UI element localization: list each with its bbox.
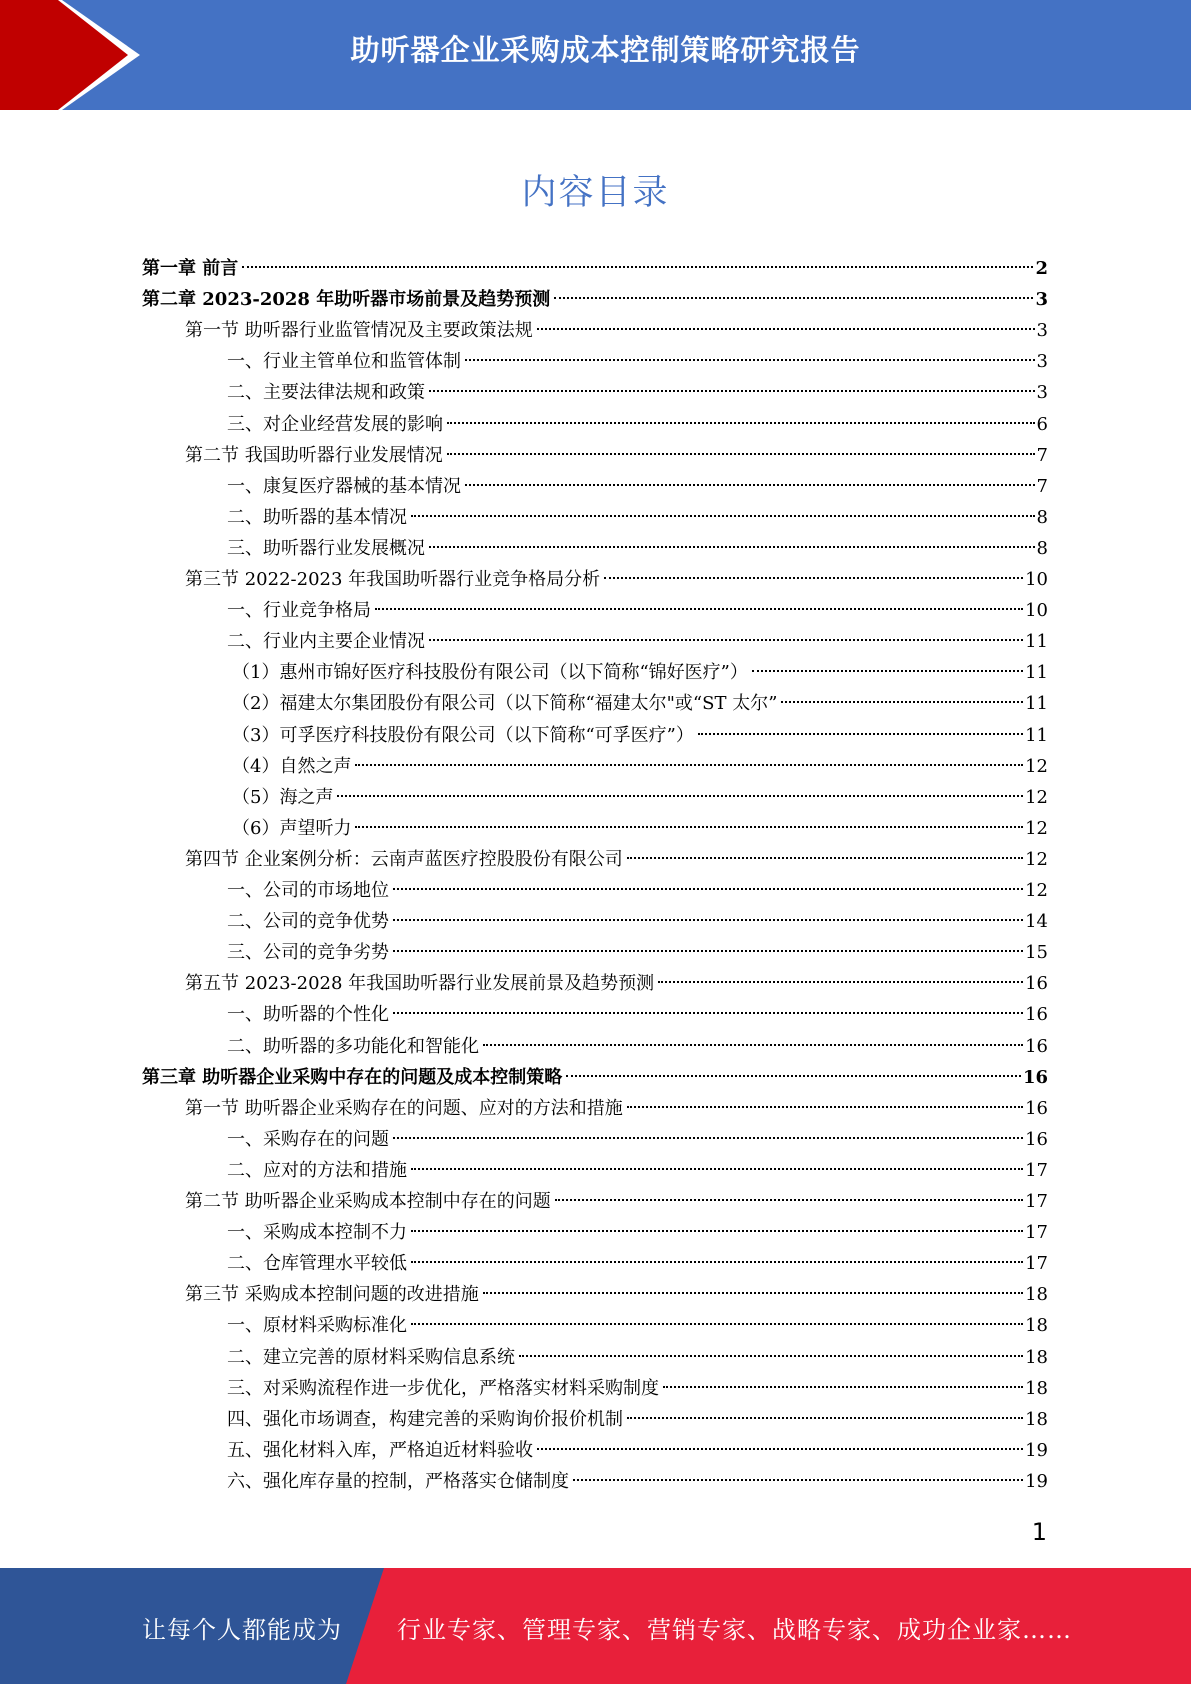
toc-entry-label: 三、对采购流程作进一步优化，严格落实材料采购制度	[227, 1377, 659, 1399]
toc-entry[interactable]	[227, 906, 1048, 937]
toc-entry-label: 一、行业竞争格局	[227, 600, 371, 622]
toc-entry[interactable]	[185, 1279, 1048, 1310]
toc-entry-label: （5）海之声	[232, 786, 334, 808]
dot-leader	[573, 1479, 1023, 1481]
toc-entry-page: 17	[1025, 1159, 1048, 1181]
dot-leader	[604, 577, 1023, 579]
toc-entry-label: 二、公司的竞争优势	[227, 911, 389, 933]
toc-entry[interactable]	[227, 1310, 1048, 1341]
dot-leader	[355, 826, 1023, 828]
toc-entry[interactable]	[185, 968, 1048, 999]
toc-entry-page: 10	[1025, 600, 1048, 622]
dot-leader	[537, 328, 1035, 330]
toc-entry[interactable]	[227, 502, 1048, 533]
toc-entry-label: 第一节 助听器企业采购存在的问题、应对的方法和措施	[185, 1097, 623, 1119]
toc-entry-page: 19	[1025, 1470, 1048, 1492]
toc-entry-label: 二、仓库管理水平较低	[227, 1253, 407, 1275]
header-band	[0, 0, 1191, 110]
toc-entry-label: 二、应对的方法和措施	[227, 1159, 407, 1181]
toc-entry-page: 12	[1025, 880, 1048, 901]
toc-entry-label: 第五节 2023-2028 年我国助听器行业发展前景及趋势预测	[185, 973, 655, 995]
toc-entry-label: 二、助听器的基本情况	[227, 506, 407, 528]
dot-leader	[658, 981, 1023, 983]
dot-leader	[411, 1323, 1023, 1325]
toc-entry-label: 一、康复医疗器械的基本情况	[227, 475, 461, 497]
dot-leader	[411, 1230, 1023, 1232]
toc-entry-label: 二、行业内主要企业情况	[227, 631, 425, 653]
toc-entry-page: 16	[1025, 1004, 1048, 1026]
toc-entry[interactable]	[185, 1186, 1048, 1217]
dot-leader	[393, 1012, 1023, 1014]
toc-entry[interactable]	[227, 1248, 1048, 1279]
dot-leader	[393, 1137, 1023, 1139]
dot-leader	[519, 1355, 1023, 1357]
toc-entry-label: （4）自然之声	[232, 755, 352, 777]
toc-entry[interactable]	[227, 1124, 1048, 1155]
toc-entry[interactable]	[185, 564, 1048, 595]
toc-entry[interactable]	[227, 875, 1048, 906]
toc-entry-page: 17	[1025, 1191, 1048, 1212]
toc-entry-label: 一、行业主管单位和监管体制	[227, 351, 461, 373]
dot-leader	[752, 670, 1023, 672]
footer-slogan-left: 让每个人都能成为	[142, 1616, 342, 1644]
report-title: 助听器企业采购成本控制策略研究报告	[350, 33, 861, 67]
toc-entry-page: 16	[1025, 973, 1048, 995]
toc-entry-page: 18	[1025, 1284, 1048, 1306]
dot-leader	[483, 1292, 1023, 1294]
toc-entry-page: 8	[1036, 506, 1048, 528]
toc-entry-page: 17	[1025, 1253, 1048, 1275]
toc-entry-label: （2）福建太尔集团股份有限公司（以下简称“福建太尔"或“ST 太尔”	[232, 693, 778, 715]
toc-entry[interactable]	[232, 782, 1048, 813]
toc-entry-label: 五、强化材料入库，严格迫近材料验收	[227, 1439, 533, 1461]
toc-entry[interactable]	[142, 253, 1048, 284]
toc-entry-label: 四、强化市场调查，构建完善的采购询价报价机制	[227, 1408, 623, 1430]
toc-entry[interactable]	[185, 315, 1048, 346]
toc-entry[interactable]	[227, 626, 1048, 657]
toc-entry-label: 一、公司的市场地位	[227, 880, 389, 901]
toc-entry-label: （3）可孚医疗科技股份有限公司（以下简称“可孚医疗”）	[232, 724, 694, 746]
dot-leader	[554, 297, 1033, 299]
toc-entry-page: 18	[1025, 1315, 1048, 1337]
footer-band	[0, 1568, 1191, 1684]
toc-entry-label: 第二节 我国助听器行业发展情况	[185, 444, 443, 466]
dot-leader	[447, 453, 1035, 455]
toc-entry-page: 11	[1025, 693, 1048, 715]
toc-entry-label: （1）惠州市锦好医疗科技股份有限公司（以下简称“锦好医疗”）	[232, 662, 748, 684]
toc-entry-page: 16	[1025, 1097, 1048, 1119]
toc-entry[interactable]	[227, 1466, 1048, 1497]
toc-entry-page: 18	[1025, 1408, 1048, 1430]
dot-leader	[465, 359, 1035, 361]
dot-leader	[465, 484, 1035, 486]
toc-entry-page: 12	[1025, 817, 1048, 839]
toc-entry[interactable]	[227, 1217, 1048, 1248]
toc-entry-label: 一、采购成本控制不力	[227, 1222, 407, 1244]
toc-entry[interactable]	[227, 409, 1048, 440]
toc-entry[interactable]	[227, 346, 1048, 377]
toc-entry-page: 19	[1025, 1439, 1048, 1461]
toc-entry-label: 第三节 采购成本控制问题的改进措施	[185, 1284, 479, 1306]
toc-entry-label: 第三节 2022-2023 年我国助听器行业竞争格局分析	[185, 569, 601, 590]
toc-entry-label: 三、公司的竞争劣势	[227, 942, 389, 964]
toc-entry-page: 14	[1025, 911, 1048, 933]
dot-leader	[566, 1075, 1021, 1077]
toc-entry-label: 第二章 2023-2028 年助听器市场前景及趋势预测	[142, 289, 551, 311]
page-number: 1	[1031, 1518, 1047, 1546]
toc-entry-label: 第四节 企业案例分析：云南声蓝医疗控股股份有限公司	[185, 848, 623, 870]
toc-entry[interactable]	[227, 937, 1048, 968]
toc-entry-page: 11	[1025, 631, 1048, 653]
toc-entry-label: 三、助听器行业发展概况	[227, 537, 425, 559]
toc-entry-page: 3	[1036, 382, 1048, 404]
dot-leader	[663, 1386, 1023, 1388]
dot-leader	[393, 950, 1023, 952]
toc-entry-label: 一、助听器的个性化	[227, 1004, 389, 1026]
toc-entry-label: 二、主要法律法规和政策	[227, 382, 425, 404]
dot-leader	[411, 515, 1035, 517]
dot-leader	[242, 266, 1033, 268]
toc-entry[interactable]	[232, 751, 1048, 782]
toc-entry[interactable]	[142, 284, 1048, 315]
dot-leader	[429, 546, 1035, 548]
dot-leader	[627, 1417, 1023, 1419]
toc-entry-label: 一、原材料采购标准化	[227, 1315, 407, 1337]
dot-leader	[429, 390, 1035, 392]
toc-heading: 内容目录	[521, 173, 670, 213]
toc-entry-label: 第二节 助听器企业采购成本控制中存在的问题	[185, 1191, 551, 1212]
toc-entry-page: 3	[1036, 320, 1048, 342]
toc-entry-page: 16	[1025, 1128, 1048, 1150]
dot-leader	[355, 764, 1023, 766]
toc-entry[interactable]	[142, 1062, 1048, 1093]
toc-entry-page: 12	[1025, 786, 1048, 808]
footer-slogan-right: 行业专家、管理专家、营销专家、战略专家、成功企业家……	[397, 1616, 1072, 1644]
toc-entry-page: 10	[1025, 569, 1048, 590]
toc-entry[interactable]	[227, 1031, 1048, 1062]
toc-entry[interactable]	[227, 1404, 1048, 1435]
toc-entry[interactable]	[227, 1373, 1048, 1404]
toc-entry-label: 第一节 助听器行业监管情况及主要政策法规	[185, 320, 533, 342]
toc-entry-label: 二、助听器的多功能化和智能化	[227, 1035, 479, 1057]
toc-entry-page: 3	[1035, 289, 1048, 311]
toc-entry-page: 17	[1025, 1222, 1048, 1244]
toc-entry-page: 8	[1036, 537, 1048, 559]
toc-entry-page: 18	[1025, 1377, 1048, 1399]
toc-entry[interactable]	[232, 657, 1048, 688]
toc-entry-label: 第三章 助听器企业采购中存在的问题及成本控制策略	[142, 1066, 563, 1088]
dot-leader	[627, 857, 1023, 859]
toc-entry-label: （6）声望听力	[232, 817, 352, 839]
toc-entry[interactable]	[227, 377, 1048, 408]
toc-entry-page: 7	[1036, 475, 1048, 497]
toc-entry-page: 2	[1035, 258, 1048, 279]
dot-leader	[555, 1199, 1023, 1201]
toc-entry-page: 3	[1036, 351, 1048, 373]
toc-entry-page: 7	[1036, 444, 1048, 466]
toc-entry[interactable]	[227, 1342, 1048, 1373]
dot-leader	[698, 733, 1023, 735]
dot-leader	[483, 1044, 1023, 1046]
toc-entry[interactable]	[227, 999, 1048, 1030]
toc-entry-page: 15	[1025, 942, 1048, 964]
toc-entry[interactable]	[227, 595, 1048, 626]
toc-entry-page: 18	[1025, 1346, 1048, 1368]
dot-leader	[537, 1448, 1023, 1450]
toc-entry[interactable]	[227, 1155, 1048, 1186]
toc-entry-label: 第一章 前言	[142, 258, 239, 279]
toc-entry-page: 6	[1036, 413, 1048, 435]
dot-leader	[375, 608, 1023, 610]
toc-entry[interactable]	[227, 1435, 1048, 1466]
toc-entry[interactable]	[227, 533, 1048, 564]
toc-entry[interactable]	[232, 720, 1048, 751]
toc-entry[interactable]	[232, 688, 1048, 719]
dot-leader	[781, 701, 1023, 703]
toc-entry[interactable]	[232, 813, 1048, 844]
toc-entry[interactable]	[185, 1093, 1048, 1124]
dot-leader	[393, 888, 1023, 890]
toc-entry-page: 11	[1025, 662, 1048, 684]
toc-entry-page: 12	[1025, 848, 1048, 870]
dot-leader	[337, 795, 1023, 797]
toc-entry-label: 二、建立完善的原材料采购信息系统	[227, 1346, 515, 1368]
toc-entry[interactable]	[185, 844, 1048, 875]
toc-entry-page: 11	[1025, 724, 1048, 746]
toc-entry[interactable]	[185, 440, 1048, 471]
toc-entry-page: 16	[1022, 1066, 1048, 1088]
dot-leader	[411, 1261, 1023, 1263]
toc-entry-page: 12	[1025, 755, 1048, 777]
dot-leader	[393, 919, 1023, 921]
dot-leader	[627, 1106, 1023, 1108]
toc-entry-page: 16	[1025, 1035, 1048, 1057]
dot-leader	[429, 639, 1023, 641]
dot-leader	[411, 1168, 1023, 1170]
toc-entry[interactable]	[227, 471, 1048, 502]
toc-entry-label: 一、采购存在的问题	[227, 1128, 389, 1150]
dot-leader	[447, 422, 1035, 424]
toc-entry-label: 六、强化库存量的控制，严格落实仓储制度	[227, 1470, 569, 1492]
toc-entry-label: 三、对企业经营发展的影响	[227, 413, 443, 435]
